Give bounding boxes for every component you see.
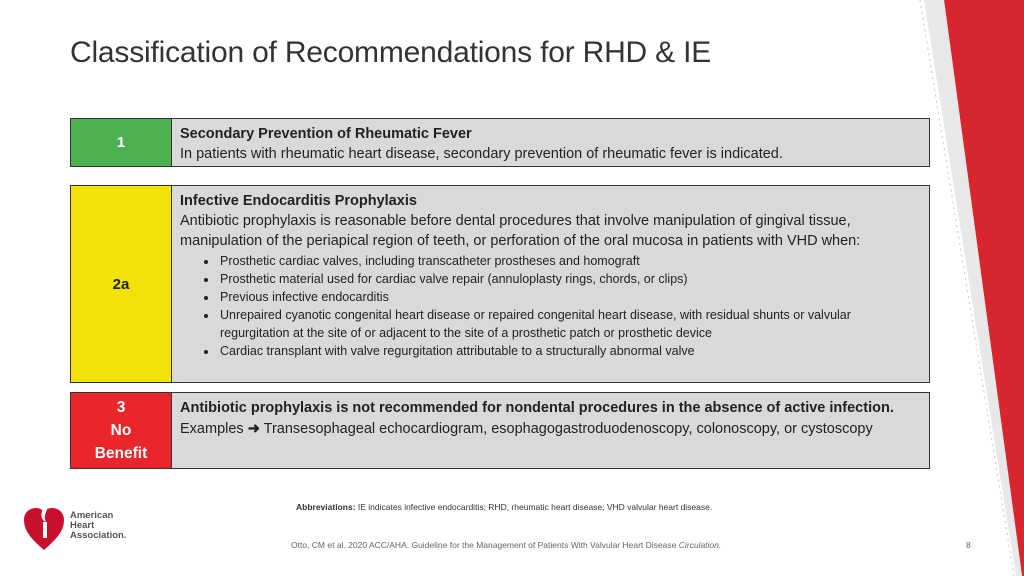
class-word: Benefit — [94, 445, 148, 462]
heart-torch-icon — [24, 500, 64, 552]
condition-list — [180, 252, 921, 360]
class-badge-1: 1 — [71, 119, 172, 166]
recommendation-heading: Secondary Prevention of Rheumatic Fever — [180, 126, 472, 142]
recommendation-content-3 — [172, 393, 929, 468]
recommendation-row-2a — [70, 185, 930, 383]
examples-label: Examples — [180, 421, 244, 437]
arrow-right-icon: ➜ — [247, 421, 260, 437]
class-badge-3 — [71, 393, 172, 468]
aha-logo — [24, 500, 127, 552]
page-title: Classification of Recommendations for RHD & IE — [70, 36, 712, 69]
recommendation-heading: Infective Endocarditis Prophylaxis — [180, 193, 417, 209]
list-item: • Cardiac transplant with valve regurgitation attributable to a structurally abnormal valve — [218, 342, 921, 360]
abbreviations-label: Abbreviations: — [296, 502, 356, 512]
class-number: 3 — [116, 399, 126, 416]
logo-text-line: Heart — [70, 520, 95, 531]
logo-text-line: American — [70, 510, 114, 521]
recommendation-content-2a — [172, 186, 929, 382]
list-item: • Prosthetic material used for cardiac valve repair (annuloplasty rings, chords, or clips) — [218, 270, 921, 288]
abbreviations-text: IE indicates infective endocarditis; RHD, rheumatic heart disease; VHD valvular heart disease. — [357, 502, 713, 512]
list-item: • Unrepaired cyanotic congenital heart disease or repaired congenital heart disease, with residual shunts or valvular regurgitation at the site of or adjacent to the site of a prosthetic patch or prosthetic device — [218, 306, 921, 342]
recommendation-text: Antibiotic prophylaxis is reasonable before dental procedures that involve manipulation of gingival tissue, manipulation of the periapical region of teeth, or perforation of the oral mucosa in patients with VHD when: — [180, 213, 861, 249]
logo-text-line: Association. — [70, 530, 127, 541]
page-number: 8 — [966, 540, 971, 550]
class-word: No — [110, 422, 132, 439]
recommendation-heading: Antibiotic prophylaxis is not recommended for nondental procedures in the absence of active infection. — [180, 400, 894, 416]
recommendation-row-1 — [70, 118, 930, 167]
list-item: • Previous infective endocarditis — [218, 288, 921, 306]
recommendation-content-1 — [172, 119, 929, 166]
recommendation-text: In patients with rheumatic heart disease, secondary prevention of rheumatic fever is indicated. — [180, 146, 783, 162]
examples-text: Transesophageal echocardiogram, esophagogastroduodenoscopy, colonoscopy, or cystoscopy — [263, 421, 873, 437]
citation-text: Otto, CM et al. 2020 ACC/AHA. Guideline for the Management of Patients With Valvular Heart Disease — [291, 540, 677, 550]
recommendation-row-3 — [70, 392, 930, 469]
class-badge-2a: 2a — [71, 186, 172, 382]
examples-line — [180, 419, 921, 440]
citation — [291, 540, 721, 550]
list-item: • Prosthetic cardiac valves, including transcatheter prostheses and homograft — [218, 252, 921, 270]
citation-journal: Circulation. — [678, 540, 722, 550]
abbreviations — [296, 502, 712, 512]
